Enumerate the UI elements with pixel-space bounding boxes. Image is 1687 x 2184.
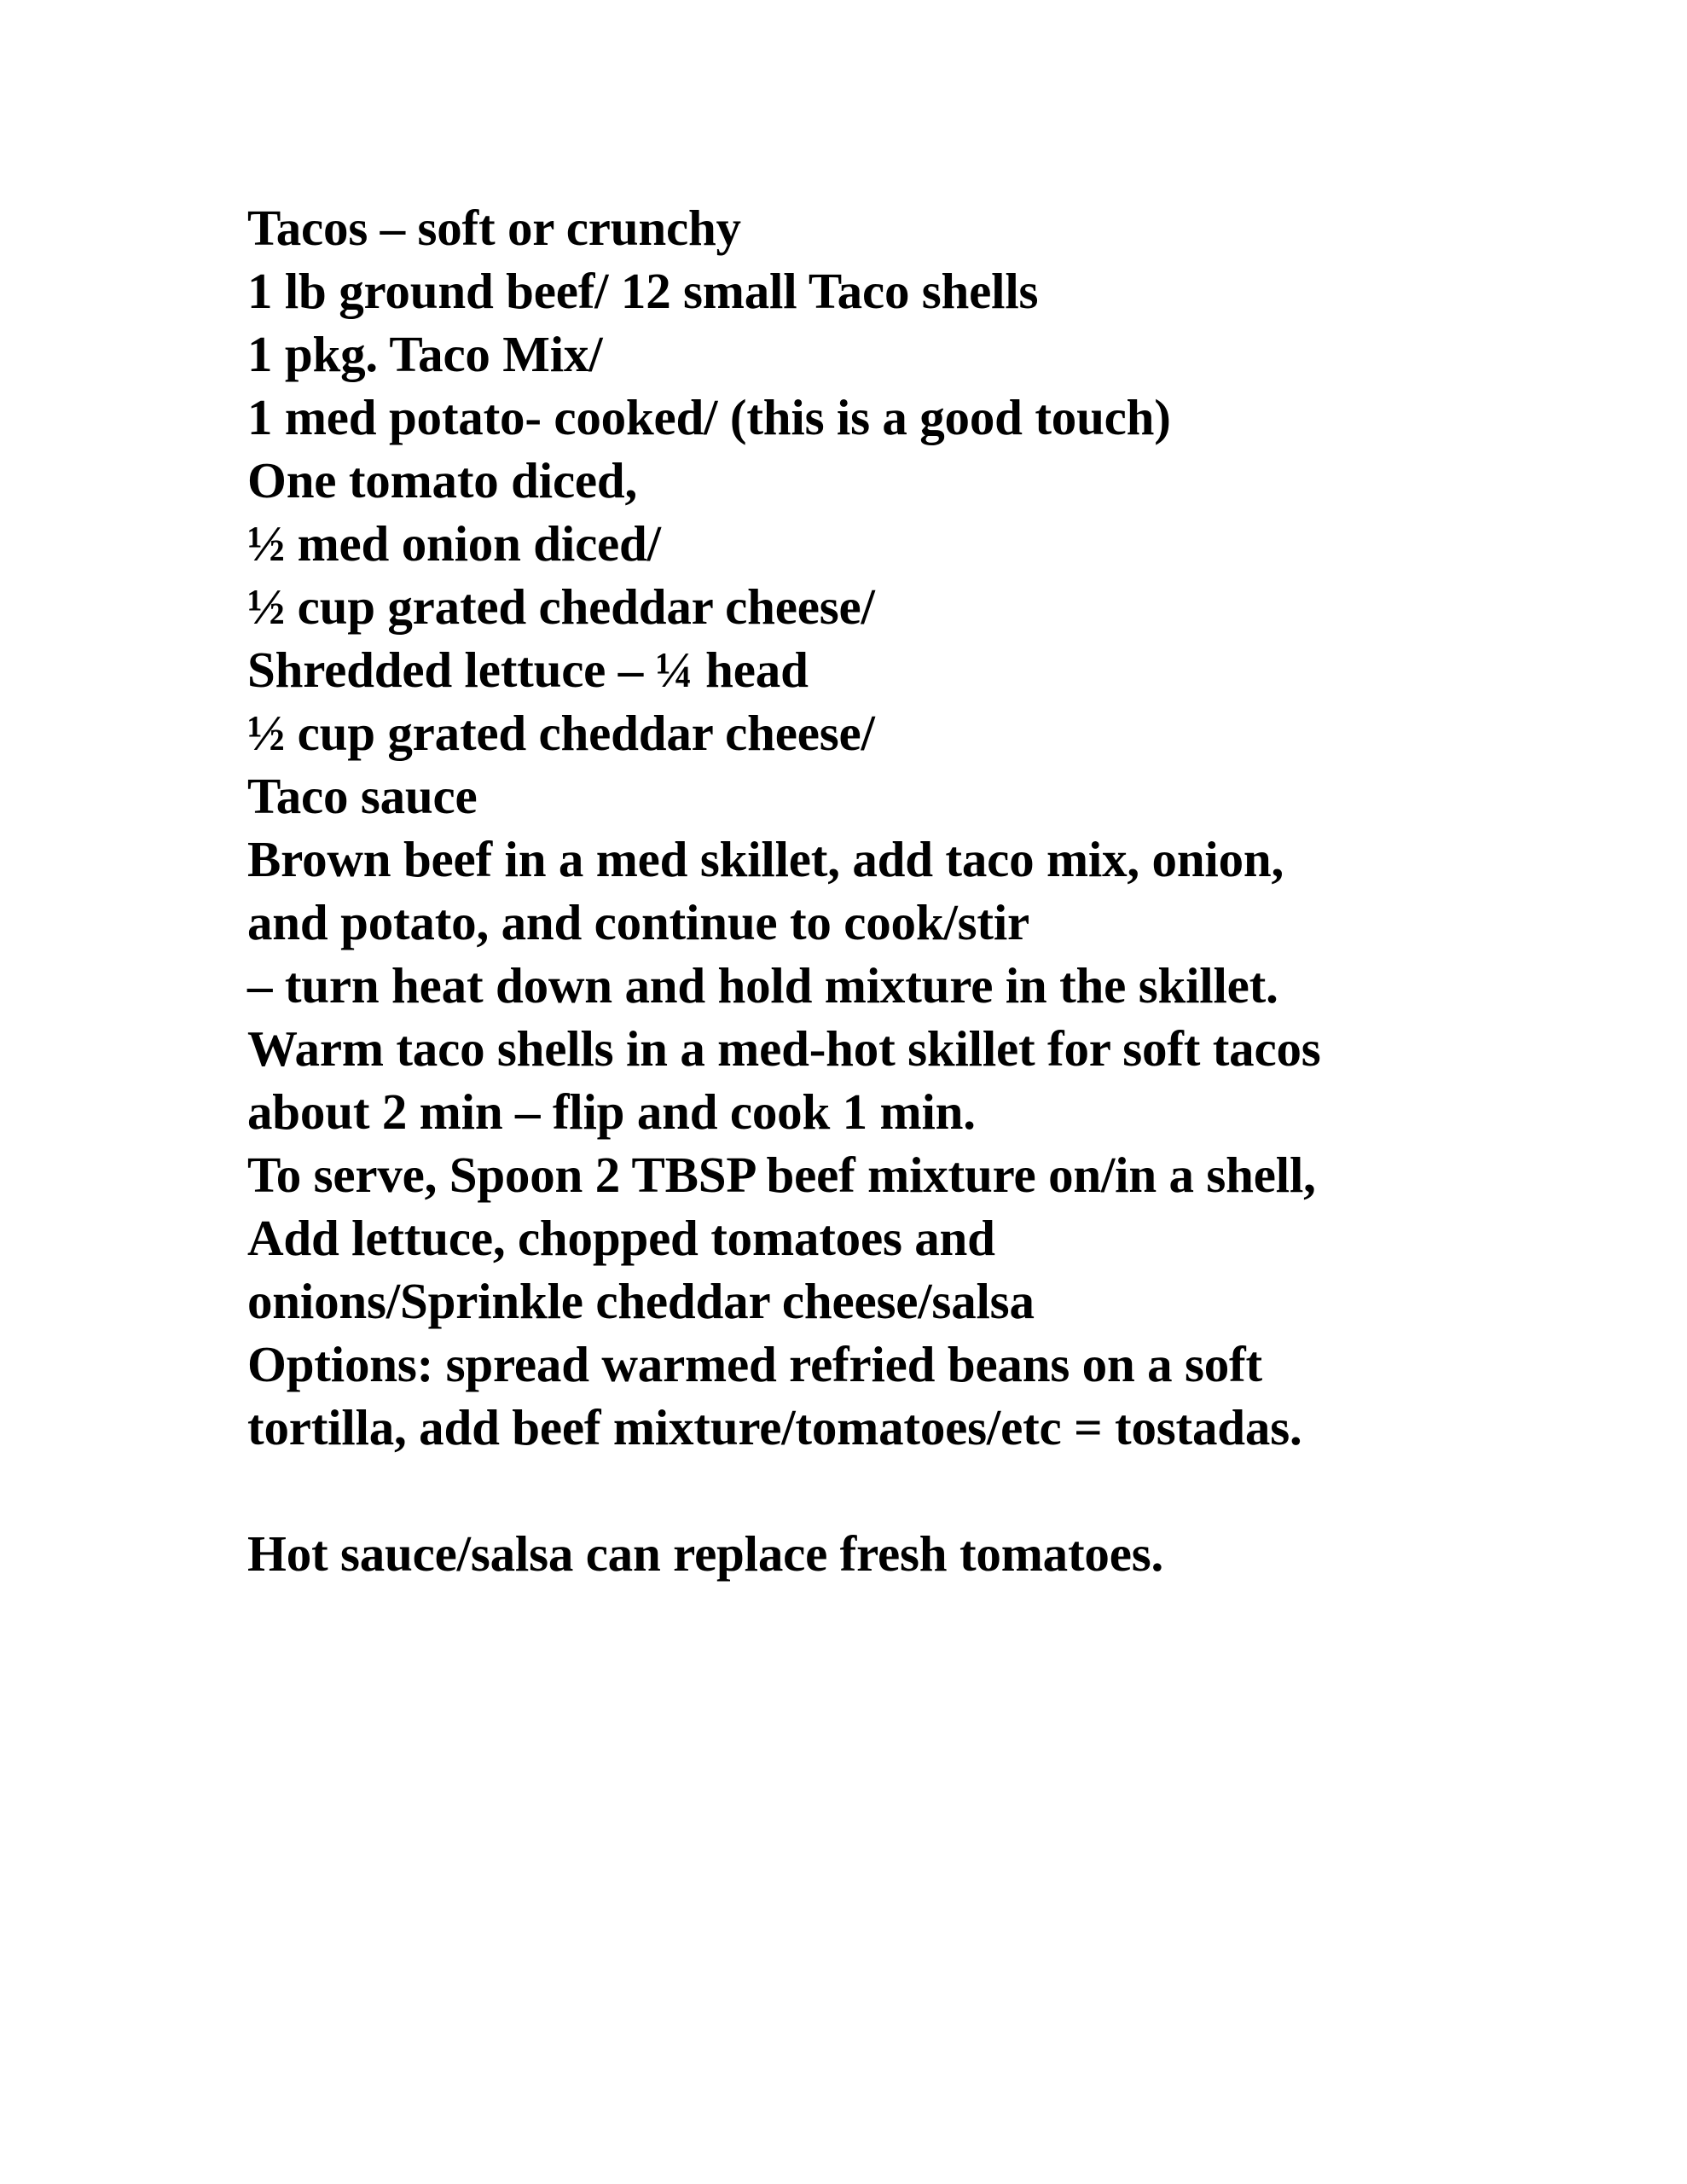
direction-line: about 2 min – flip and cook 1 min.	[247, 1083, 976, 1140]
direction-line: tortilla, add beef mixture/tomatoes/etc = tostadas.	[247, 1399, 1302, 1455]
direction-line: Options: spread warmed refried beans on a soft	[247, 1336, 1262, 1392]
ingredient-line: 1 med potato- cooked/ (this is a good touch)	[247, 389, 1171, 445]
recipe-note: Hot sauce/salsa can replace fresh tomatoes.	[247, 1525, 1163, 1582]
ingredient-line: 1 lb ground beef/ 12 small Taco shells	[247, 263, 1039, 319]
ingredient-line: 1 pkg. Taco Mix/	[247, 326, 603, 382]
direction-line: Brown beef in a med skillet, add taco mix, onion,	[247, 831, 1284, 887]
recipe-title: Tacos – soft or crunchy	[247, 200, 741, 256]
ingredient-line: ½ cup grated cheddar cheese/	[247, 705, 875, 761]
recipe-text	[247, 196, 1561, 1585]
blank-line	[247, 1459, 1561, 1522]
ingredient-line: ½ med onion diced/	[247, 515, 661, 572]
direction-line: and potato, and continue to cook/stir	[247, 894, 1030, 950]
direction-line: Add lettuce, chopped tomatoes and	[247, 1210, 995, 1266]
ingredient-line: One tomato diced,	[247, 452, 638, 508]
ingredient-line: Taco sauce	[247, 768, 478, 824]
direction-line: – turn heat down and hold mixture in the skillet.	[247, 957, 1278, 1014]
direction-line: Warm taco shells in a med-hot skillet for soft tacos	[247, 1020, 1321, 1077]
direction-line: onions/Sprinkle cheddar cheese/salsa	[247, 1273, 1035, 1329]
ingredient-line: ½ cup grated cheddar cheese/	[247, 578, 875, 635]
direction-line: To serve, Spoon 2 TBSP beef mixture on/in a shell,	[247, 1147, 1316, 1203]
ingredient-line: Shredded lettuce – ¼ head	[247, 642, 809, 698]
